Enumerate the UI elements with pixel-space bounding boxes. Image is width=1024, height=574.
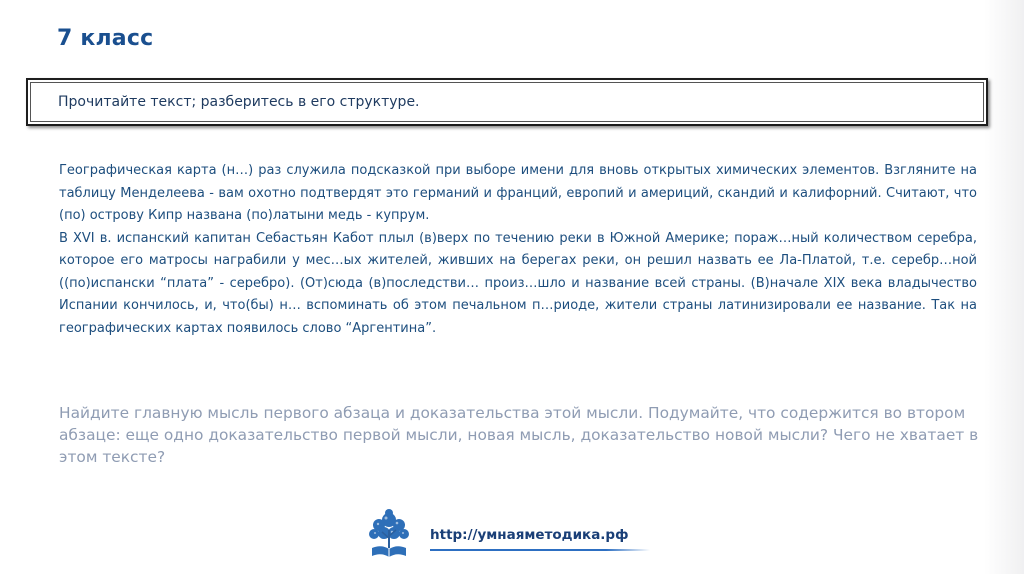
- question-text: Найдите главную мысль первого абзаца и доказательства этой мысли. Подумайте, что содержится во втором абзаце: еще одно доказательство первой мысли, новая мысль, доказательство новой мысли? Чего не хватает в этом тексте?: [59, 404, 979, 466]
- tree-book-icon: [364, 508, 414, 562]
- passage-paragraph-2: В XVI в. испанский капитан Себастьян Кабот плыл (в)верх по течению реки в Южной Америке; пораж…ный количеством серебра, которое его матросы награбили у мес…ых жителей, живших на берегах реки, он решил назвать ее Ла-Платой, т.е. серебр…ной ((по)испански “плата” - серебро). (От)сюда (в)последстви… произ…шло и название всей страны. (В)начале XIX века владычество Испании кончилось, и, что(бы) н… вспоминать об этом печальном п…риоде, жители страны латинизировали ее название. Так на географических картах появилось слово “Аргентина”.: [59, 230, 977, 336]
- passage-text: [59, 160, 977, 340]
- passage-paragraph-1: Географическая карта (н…) раз служила подсказкой при выборе имени для вновь открытых химических элементов. Взгляните на таблицу Менделеева - вам охотно подтвердят это германий и франций, европий и америций, скандий и калифорний. Считают, что (по) острову Кипр названа (по)латыни медь - купрум.: [59, 163, 977, 223]
- slide-edge-shade: [984, 0, 1024, 574]
- task-text: Прочитайте текст; разберитесь в его структуре.: [58, 94, 420, 110]
- site-link-underline: [430, 549, 650, 551]
- site-link[interactable]: http://умнаяметодика.рф: [430, 527, 629, 543]
- task-box: [26, 78, 988, 126]
- page-title: 7 класс: [57, 26, 154, 51]
